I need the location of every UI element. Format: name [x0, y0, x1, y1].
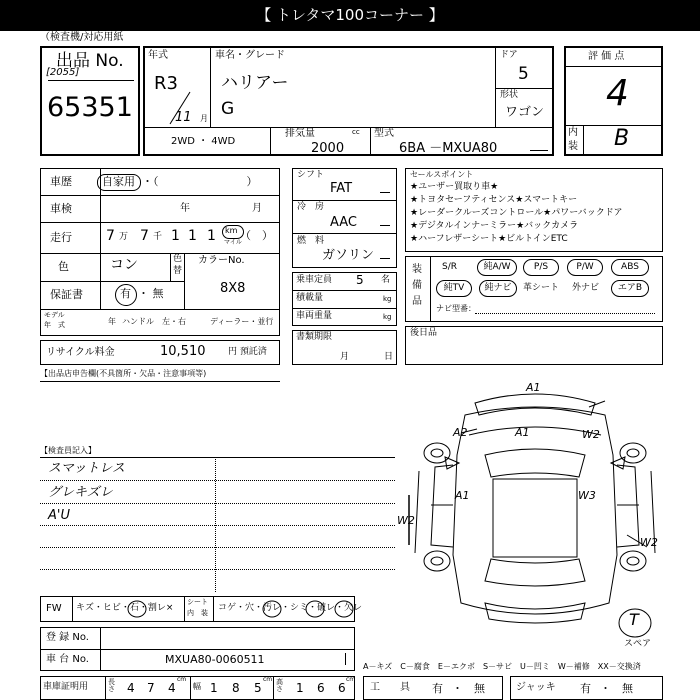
divider	[215, 457, 216, 592]
color-change-2: 替	[173, 266, 183, 276]
damage-mark-hood-right: W2	[582, 428, 600, 441]
damage-mark-right-door: W3	[578, 489, 596, 502]
equip-abs: ABS	[611, 259, 649, 276]
car-grade-value: G	[221, 99, 235, 119]
warranty-no: ・ 無	[138, 287, 164, 300]
mileage-unit: 千	[153, 232, 163, 242]
divider	[105, 677, 106, 699]
equip-sunroof: S/R	[442, 262, 457, 272]
divider	[270, 127, 271, 155]
load-unit: kg	[383, 295, 392, 303]
tick	[345, 653, 346, 665]
divider	[273, 677, 274, 699]
divider	[495, 47, 496, 127]
divider	[293, 233, 396, 234]
certificate-label: 車庫証明用	[43, 682, 89, 692]
fuel-label: 燃 料	[297, 236, 325, 246]
banner-title: 【 トレタマ100コーナー 】	[256, 6, 444, 24]
jack-no: ・ 無	[600, 682, 633, 695]
damage-mark-hood-center: A1	[515, 426, 530, 439]
tick	[380, 192, 390, 193]
damage-mark-left-door: A1	[455, 489, 470, 502]
shift-label: シフト	[297, 170, 325, 180]
vehicle-details-table	[40, 168, 280, 336]
aftermarket-label: 後日品	[410, 328, 438, 338]
chassis-label: 車 台 No.	[46, 654, 89, 665]
drive-type: 2WD ・ 4WD	[171, 136, 236, 147]
doc-period-unit: 月	[340, 352, 350, 362]
year-value: R3	[154, 73, 178, 94]
history-value: 自家用	[102, 175, 135, 188]
width-unit: cm	[263, 676, 273, 683]
spare-label: スペア	[624, 639, 652, 649]
divider	[190, 677, 191, 699]
note-line	[40, 480, 395, 481]
sales-point-line: ★トヨタセーフティセンス★スマートキー	[410, 195, 578, 205]
recycle-value: 10,510	[160, 344, 206, 359]
equip-power-steering: P/S	[523, 259, 559, 276]
seat-label-1: シート	[187, 598, 208, 606]
divider	[100, 628, 101, 670]
tools-label: 工 具	[370, 682, 410, 693]
height-digit: 1	[296, 681, 304, 695]
seat-label-2: 内 装	[187, 609, 208, 617]
divider	[41, 281, 184, 282]
year-label: 年式	[148, 50, 168, 61]
circled-marks	[40, 596, 363, 622]
color-change-1: 色	[173, 254, 183, 264]
car-damage-diagram	[395, 375, 675, 645]
navi-model-line	[475, 313, 655, 314]
capacity-value: 5	[356, 273, 364, 287]
mileage-unit-km: km	[225, 226, 238, 235]
damage-mark-roof: A1	[526, 381, 541, 394]
doors-value: 5	[518, 64, 529, 84]
mileage-digit: 1	[207, 228, 216, 244]
model-dash	[530, 150, 548, 151]
divider	[430, 257, 431, 321]
inspector-note: スマットレス	[48, 461, 125, 476]
doc-period-label: 書類期限	[296, 332, 333, 342]
model-year-unit: 年	[108, 317, 116, 326]
warranty-label: 保証書	[50, 288, 83, 301]
recycle-unit: 円 預託済	[228, 347, 267, 357]
sales-point-line: ★ハーフレザーシート★ビルトインETC	[410, 234, 568, 244]
equip-leather: 革シート	[523, 283, 560, 293]
lot-number: 65351	[47, 92, 133, 123]
divider	[41, 309, 279, 310]
color-label: 色	[58, 260, 69, 273]
car-name-value: ハリアー	[221, 73, 289, 93]
mileage-unit: 万	[119, 232, 129, 242]
equipment-label-3: 品	[412, 296, 422, 307]
spare-mark: T	[629, 610, 639, 629]
color-no-label: カラーNo.	[198, 255, 245, 266]
damage-mark-hood-left: A2	[453, 426, 468, 439]
divider	[184, 254, 185, 309]
divider	[41, 195, 279, 196]
height-unit: cm	[346, 676, 356, 683]
registration-label: 登 録 No.	[46, 632, 89, 643]
body-type-label: 形状	[500, 90, 519, 100]
divider	[370, 127, 371, 155]
doors-label: ドア	[500, 50, 518, 60]
length-digit: 7	[147, 681, 155, 695]
dealer-import: ディーラー・並行	[210, 317, 274, 326]
width-digit: 1	[210, 681, 218, 695]
displacement-value: 2000	[311, 141, 345, 156]
divider	[293, 308, 396, 309]
divider	[40, 381, 280, 382]
history-label: 車歴	[50, 175, 72, 188]
displacement-label: 排気量	[285, 128, 315, 139]
divider	[293, 200, 396, 201]
damage-mark-right-rear: W2	[640, 536, 658, 549]
year-slash	[160, 88, 200, 128]
width-label: 幅	[193, 682, 201, 691]
equip-navi: 純ナビ	[479, 280, 517, 297]
mileage-digit: 7	[140, 228, 149, 244]
equip-airbag: エアB	[611, 280, 649, 297]
interior-label-1: 内	[568, 127, 578, 138]
inspection-month-unit: 月	[252, 203, 262, 214]
model-value: 6BA －MXUA80	[399, 141, 498, 156]
tools-yes: 有	[432, 682, 443, 695]
length-label: 長さ	[108, 678, 115, 693]
jack-label: ジャッキ	[516, 682, 556, 693]
tick	[380, 258, 390, 259]
model-label: 型式	[374, 128, 394, 139]
inspector-note: A'U	[48, 508, 70, 523]
width-digit: 8	[232, 681, 240, 695]
color-no-value: 8X8	[220, 281, 246, 296]
seller-note-label: 【出品店申告欄(不具箇所・欠品・注意事項等)	[40, 369, 207, 378]
mileage-digit: 1	[171, 228, 180, 244]
capacity-label: 乗車定員	[296, 275, 333, 285]
divider	[210, 47, 211, 127]
divider	[40, 457, 395, 458]
fuel-value: ガソリン	[322, 248, 375, 263]
length-digit: 4	[168, 681, 176, 695]
body-type-value: ワゴン	[505, 105, 545, 120]
damage-legend: A－キズ C－腐食 E－エクボ S－サビ U－凹ミ W－補修 XX－交換済	[363, 662, 641, 671]
note-line	[40, 569, 395, 570]
inspector-note: グレキズレ	[48, 485, 113, 500]
model-year-label-2: 年 式	[44, 321, 65, 329]
tools-no: ・ 無	[452, 682, 485, 695]
height-digit: 6	[317, 681, 325, 695]
fw-label: FW	[46, 603, 62, 614]
length-digit: 4	[127, 681, 135, 695]
score-value: 4	[606, 73, 629, 114]
inspection-label: 車検	[50, 202, 72, 215]
length-unit: cm	[177, 676, 187, 683]
divider	[144, 127, 553, 128]
equip-power-windows: P/W	[567, 259, 603, 276]
color-value: コン	[110, 257, 138, 273]
mileage-digit: 1	[188, 228, 197, 244]
mileage-unit-mile: マイル	[224, 239, 242, 246]
chassis-value: MXUA80-0060511	[165, 653, 265, 666]
equip-tv: 純TV	[436, 280, 472, 297]
year-month-unit: 月	[200, 114, 208, 123]
interior-label-2: 装	[568, 141, 578, 152]
history-rest: ・（ ）	[142, 175, 258, 188]
mileage-digit: 7	[106, 228, 115, 244]
lot-label: 出品 No.	[56, 51, 124, 71]
mileage-paren: （ ）	[240, 229, 273, 242]
capacity-unit: 名	[381, 275, 391, 285]
divider	[565, 66, 662, 67]
mileage-label: 走行	[50, 231, 72, 244]
sales-point-line: ★ユーザー買取り車★	[410, 182, 499, 192]
displacement-unit: cc	[352, 128, 360, 136]
seat-items: コゲ・穴・汚レ・シミ・破レ・欠レ	[218, 603, 363, 613]
handle-side: ハンドル 左・右	[122, 317, 186, 326]
weight-unit: kg	[383, 313, 392, 321]
interior-value: B	[614, 126, 630, 151]
model-year-label-1: モデル	[44, 311, 65, 319]
divider	[170, 254, 171, 281]
note-line	[40, 503, 395, 504]
equip-alloy-wheels: 純A/W	[477, 259, 517, 276]
weight-label: 車両重量	[296, 311, 333, 321]
sales-points-label: セールスポイント	[410, 170, 474, 179]
inspector-label: 【検査員記入】	[40, 446, 96, 455]
recycle-label: リサイクル料金	[46, 347, 115, 358]
divider	[496, 88, 553, 89]
note-line	[40, 547, 395, 548]
aircon-value: AAC	[330, 215, 357, 230]
sales-point-line: ★デジタルインナーミラー★バックカメラ	[410, 221, 579, 231]
divider	[583, 125, 584, 155]
divider	[41, 253, 279, 254]
aftermarket-box	[405, 326, 663, 365]
header-note: （検査機/対応用紙	[40, 32, 124, 43]
warranty-yes: 有	[120, 287, 131, 300]
doc-period-day: 日	[384, 352, 394, 362]
equipment-label-2: 備	[412, 280, 422, 291]
lot-code: [2055]	[46, 67, 80, 78]
note-line	[40, 525, 395, 526]
car-name-label: 車名・グレード	[215, 50, 285, 61]
shift-value: FAT	[330, 181, 353, 196]
damage-mark-left-side: W2	[397, 514, 415, 527]
inspection-year-unit: 年	[180, 203, 190, 214]
score-label: 評 価 点	[588, 51, 625, 62]
height-digit: 6	[338, 681, 346, 695]
tick	[380, 225, 390, 226]
equip-aftermarket-navi: 外ナビ	[572, 283, 600, 293]
lot-underline	[48, 80, 134, 81]
load-label: 積載量	[296, 293, 324, 303]
equipment-label-1: 装	[412, 264, 422, 275]
fw-items: キズ・ヒビ・石・割レ×	[76, 603, 174, 613]
width-digit: 5	[254, 681, 262, 695]
divider	[41, 222, 279, 223]
navi-model-label: ナビ型番：	[436, 304, 476, 313]
jack-yes: 有	[580, 682, 591, 695]
sales-point-line: ★レーダークルーズコントロール★パワーバックドア	[410, 208, 623, 218]
aircon-label: 冷 房	[297, 202, 325, 212]
height-label: 高さ	[276, 678, 283, 693]
year-month-value: 11	[175, 110, 192, 125]
divider	[293, 290, 396, 291]
divider	[41, 649, 354, 650]
